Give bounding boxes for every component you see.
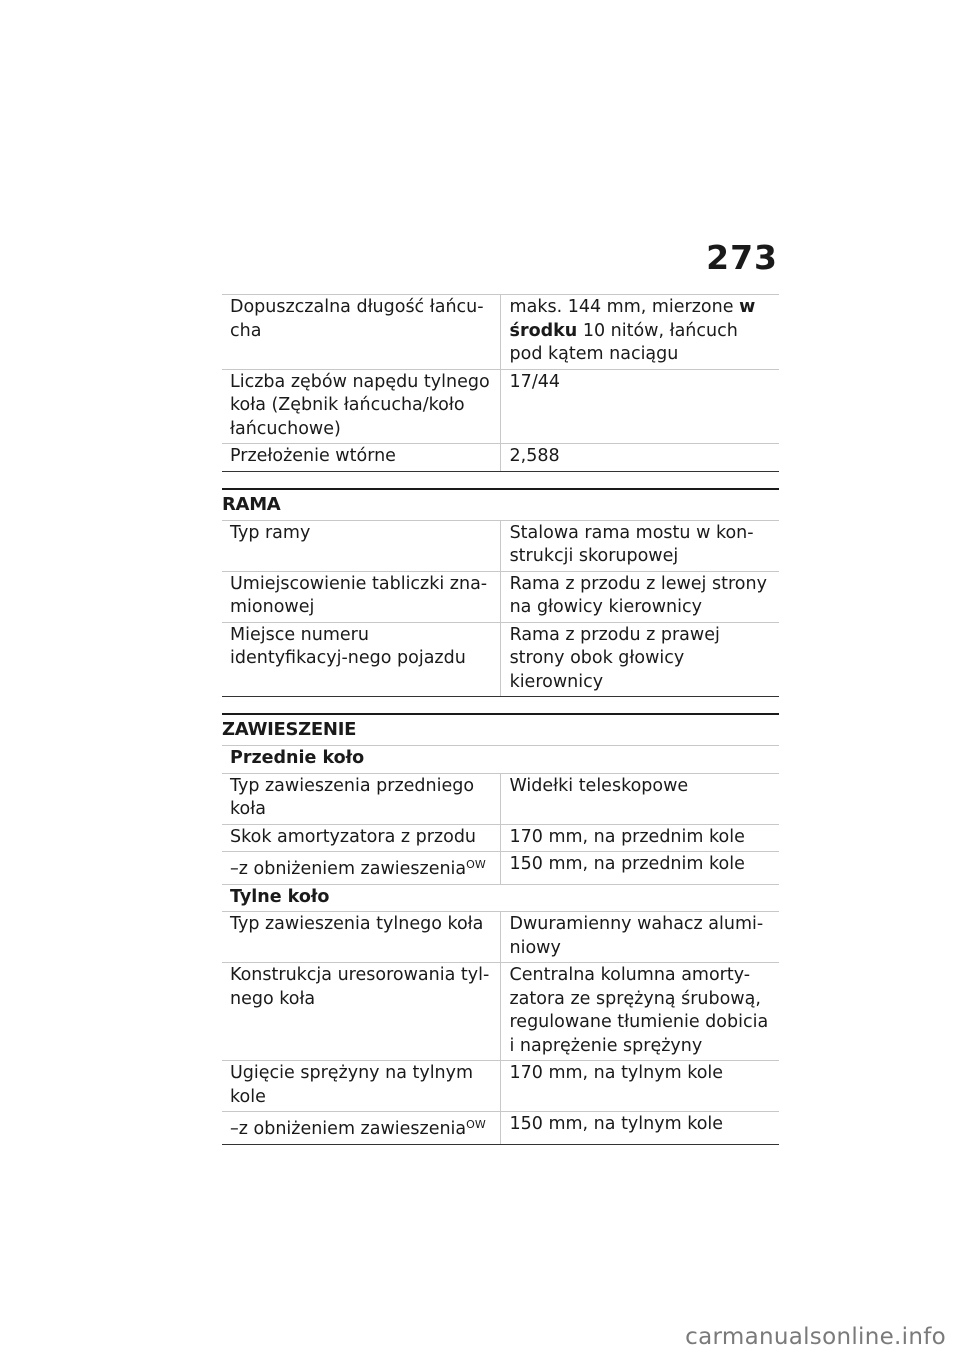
spec-value: [500, 295, 779, 370]
table-row: [222, 622, 779, 697]
page-content: [222, 294, 779, 1145]
table-row: [222, 1112, 779, 1145]
spec-value: Centralna kolumna amorty-zatora ze sprężyną śrubową, regulowane tłumienie dobicia i naprężenie sprężyny: [500, 963, 779, 1061]
section-title-rama: RAMA: [222, 488, 779, 520]
table-row: [222, 912, 779, 963]
spec-label-text: –z obniżeniem zawieszenia: [230, 1119, 467, 1139]
spec-value: 150 mm, na przednim kole: [500, 852, 779, 885]
spec-value: Rama z przodu z prawej strony obok głowicy kierownicy: [500, 622, 779, 697]
spec-value: 170 mm, na przednim kole: [500, 824, 779, 852]
spec-value: Dwuramienny wahacz alumi-niowy: [500, 912, 779, 963]
table-row: [222, 824, 779, 852]
spec-label-text: –z obniżeniem zawieszenia: [230, 859, 467, 879]
spec-label: Liczba zębów napędu tylnego koła (Zębnik łańcucha/koło łańcuchowe): [222, 369, 500, 444]
table-row: [222, 444, 779, 472]
spec-label: Typ ramy: [222, 520, 500, 571]
subsection-heading-row: [222, 746, 779, 774]
chain-table: [222, 294, 779, 472]
section-title-zawieszenie: ZAWIESZENIE: [222, 713, 779, 745]
option-marker: OW: [466, 1118, 486, 1131]
spec-label: Konstrukcja uresorowania tyl-nego koła: [222, 963, 500, 1061]
spec-label: Umiejscowienie tabliczki zna-mionowej: [222, 571, 500, 622]
table-row: [222, 963, 779, 1061]
subsection-heading: Tylne koło: [222, 884, 779, 912]
spec-value: 17/44: [500, 369, 779, 444]
spec-value: Widełki teleskopowe: [500, 773, 779, 824]
option-marker: OW: [466, 858, 486, 871]
spec-label: Ugięcie sprężyny na tylnym kole: [222, 1061, 500, 1112]
spec-label: Dopuszczalna długość łańcu-cha: [222, 295, 500, 370]
table-row: [222, 1061, 779, 1112]
table-row: [222, 295, 779, 370]
spec-value-bold: w środku: [509, 297, 756, 341]
spec-label: Typ zawieszenia tylnego koła: [222, 912, 500, 963]
spec-label: [222, 852, 500, 885]
table-row: [222, 571, 779, 622]
table-row: [222, 852, 779, 885]
spec-label: Miejsce numeru identyfikacyj-nego pojazdu: [222, 622, 500, 697]
spec-value: Rama z przodu z lewej strony na głowicy kierownicy: [500, 571, 779, 622]
spec-label: Przełożenie wtórne: [222, 444, 500, 472]
spec-value: 170 mm, na tylnym kole: [500, 1061, 779, 1112]
zawieszenie-table: [222, 745, 779, 1145]
spec-label: Typ zawieszenia przedniego koła: [222, 773, 500, 824]
subsection-heading-row: [222, 884, 779, 912]
spec-value: Stalowa rama mostu w kon-strukcji skorupowej: [500, 520, 779, 571]
spec-label: [222, 1112, 500, 1145]
spec-value-text: maks. 144 mm, mierzone: [509, 297, 740, 317]
watermark: carmanualsonline.info: [685, 1324, 946, 1350]
table-row: [222, 520, 779, 571]
spec-value-text: 10 nitów, łańcuch pod kątem naciągu: [509, 320, 738, 364]
table-row: [222, 369, 779, 444]
spec-label: Skok amortyzatora z przodu: [222, 824, 500, 852]
subsection-heading: Przednie koło: [222, 746, 779, 774]
rama-table: [222, 520, 779, 698]
page-number: 273: [706, 238, 778, 277]
spec-value: 2,588: [500, 444, 779, 472]
table-row: [222, 773, 779, 824]
spec-value: 150 mm, na tylnym kole: [500, 1112, 779, 1145]
